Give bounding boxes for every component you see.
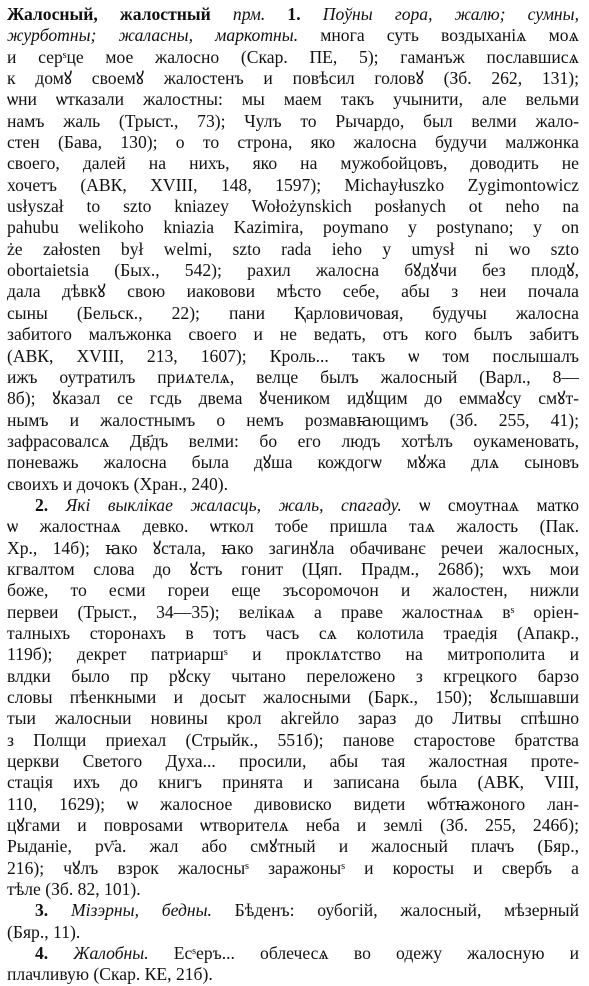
text-line: usłyszał to szto kniazey Wołożynskich posłanych ot neho na: [7, 196, 579, 217]
text-line: 216); чꙋлъ взрок жалосныˢ заражоныˢ и короcты и свербъ а: [7, 857, 579, 878]
text-line: стація ихъ до книгъ принята и записана была (АВК, VIII,: [7, 772, 579, 793]
sense-4-heading-line: 4. Жалобны. Есˢеръ... облечесѧ во одежу жалосную и: [35, 943, 580, 964]
text-line: своего, далей на нихъ, яко на мужобойцовъ, доводить не: [7, 153, 579, 174]
text-line: ѡ жалостнаѧ девко. ѡткол тобе пришла таѧ жалость (Пак.: [7, 516, 579, 537]
text-line: 110, 1629); ѡ жалосное дивовиско видети ѡбтꙗжоного лан-: [7, 793, 579, 814]
text-line: że załosten był welmi, szto rada ieho y umysł ni wo szto: [7, 238, 579, 259]
text-line: плачливую (Скар. КЕ, 21б).: [7, 964, 213, 985]
text-line: pahubu welikoho kniazia Kazimira, poymano y postynano; y on: [7, 217, 579, 238]
text-line: Жалосный, жалостный прм. 1. Поўны гора, жалю; сумны,: [7, 4, 579, 24]
text-line: зафрасовалсѧ Дв҃дъ велми: бо его людъ хотѣлъ оукаменовать,: [7, 430, 579, 451]
text-line: Рыданіе, рѵ҃а. жал або смꙋтный и жалосный плачъ (Бяр.,: [7, 836, 579, 857]
text-line: кгвалтом слова до ꙋстъ гонит (Цяп. Прадм., 268б); ѡхъ мои: [7, 558, 579, 579]
text-line: и серˢце мое жалосно (Скар. ПЕ, 5); гаманъж пославшисѧ: [7, 46, 579, 67]
text-line: тѣле (Зб. 82, 101).: [7, 879, 141, 900]
text-line: (АВК, XVIII, 213, 1607); Кроль... такъ ѡ том послышалъ: [7, 345, 579, 366]
text-line: нымъ и жалостнымъ о немъ розмавꙗющимъ (Зб. 255, 41);: [7, 409, 579, 430]
text-line: стен (Бава, 130); о то строна, яко жалосна будучи малжонка: [7, 132, 579, 153]
text-line: ижъ оутратилъ приѧтелѧ, велце былъ жалосный (Варл., 8—: [7, 366, 579, 387]
text-line: поневажь жалосна была дꙋша кождогѡ мꙋжа длѧ сыновъ: [7, 452, 579, 473]
text-line: забитого малъжонка своего и не ведать, отъ кого былъ забитъ: [7, 324, 579, 345]
text-line: 119б); декрет патриаршˢ и проклѧтство на митрополита и: [7, 644, 579, 665]
text-line: сыны (Бельск., 22); пани Қарловичовая, будучы жалосна: [7, 302, 579, 323]
text-line: з Полщи приехал (Стрыйк., 551б); панове старостове братства: [7, 729, 579, 750]
text-line: Хр., 14б); ꙗко ꙋстала, ꙗко загинꙋла обачиванє речеи жалосных,: [7, 537, 579, 558]
sense-3-heading-line: 3. Мізэрны, бедны. Бѣденъ: оубогій, жалосный, мѣзерный: [35, 900, 579, 921]
text-line: талныхъ сторонахъ в тотъ часъ сѧ колотила траедія (Апакр.,: [7, 622, 579, 643]
text-line: словы пѣенкными и досыт жалосными (Барк., 150); ꙋслышавши: [7, 687, 579, 707]
text-line: obortaietsia (Бых., 542); рахил жалосна бꙋдꙋчи без плодꙋ,: [7, 260, 579, 281]
text-line: боже, то есми гореи еще зъсоромочон и жалостен, нижли: [7, 580, 579, 601]
text-line: 8б); ꙋказал се гсдь двема ꙋчеником идꙋщим до еммаꙋсу смꙋт-: [7, 388, 579, 409]
text-line: намъ жаль (Трыст., 73); Чулъ то Рычардо, был велми жало-: [7, 110, 579, 131]
text-line: своихъ и дочокъ (Хран., 240).: [7, 473, 229, 494]
text-line: церкви Светого Духа... просили, абы тая жалостная протe-: [7, 751, 579, 772]
text-line: первеи (Трыст., 34—35); велiкаѧ а праве жалостнаѧ вˢ оріен-: [7, 601, 579, 622]
text-line: тыи жалосныи новины крол akгейло зараз до Литвы спѣшно: [7, 708, 579, 729]
text-line: хочетъ (АВК, XVIII, 148, 1597); Michayłuszko Zygimontowicz: [7, 174, 579, 195]
text-line: дала дѣвкꙋ свою иаковови мѣсто себе, абы з неи почала: [7, 281, 579, 302]
text-line: влдки было пр рꙋску чытано переложено з кгрецкого барзо: [7, 665, 579, 686]
text-line: цꙋгами и повроѕами ѡтворителѧ неба и землi (Зб. 255, 246б);: [7, 815, 579, 836]
text-line: к домꙋ своемꙋ жалостенъ и повѣсил головꙋ (Зб. 262, 131);: [7, 68, 579, 89]
sense-2-heading-line: 2. Які выклікае жаласць, жаль, спагаду. ѡ смоутнаѧ матко: [35, 494, 579, 515]
text-line: ѡни ѡтказали жалостны: мы маем такъ учынити, але вельми: [7, 89, 579, 110]
text-line: (Бяр., 11).: [7, 921, 81, 942]
text-line: журботны; жаласны, маркотны. многа суть воздыханiѧ моѧ: [7, 25, 579, 46]
